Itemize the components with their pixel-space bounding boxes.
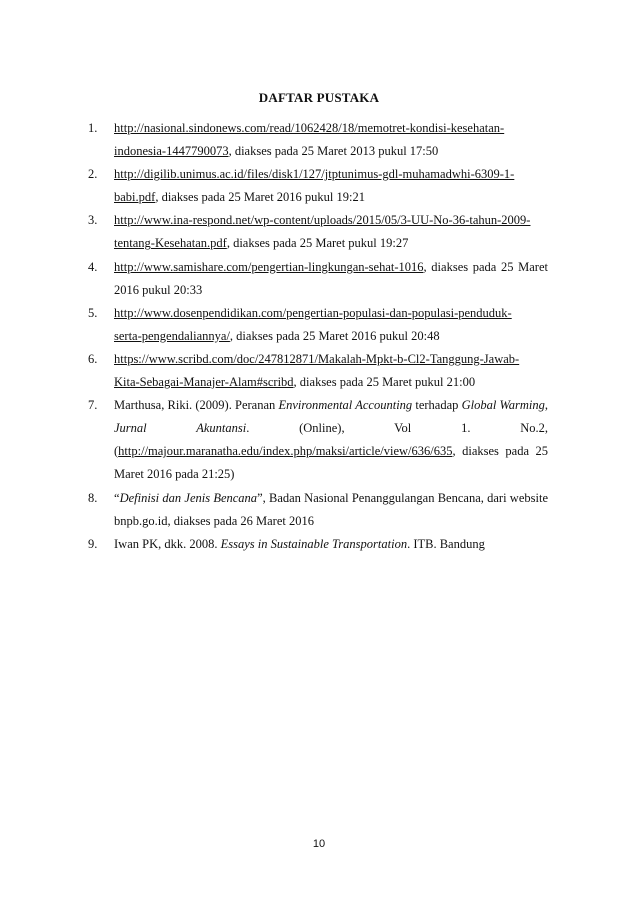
reference-title: Definisi dan Jenis Bencana [119,490,258,505]
reference-link[interactable]: https://www.scribd.com/doc/247812871/Makalah-Mpkt-b-Cl2-Tanggung-Jawab- Kita-Sebagai-Manajer-Alam#scribd [114,351,520,390]
reference-number: 5. [88,305,98,320]
reference-number: 2. [88,167,98,182]
reference-access-note: , diakses pada 25 Maret 2016 pukul 20:33 [114,259,548,297]
page-number: 10 [312,838,326,850]
reference-number: 9. [88,536,98,551]
reference-list [88,117,548,556]
reference-title: Essays in Sustainable Transportation [220,536,408,551]
reference-item-3 [88,209,548,255]
reference-title-continued: Global Warming [461,398,545,413]
reference-number: 6. [88,351,98,366]
reference-number: 1. [88,121,98,135]
reference-item-2 [88,163,548,209]
reference-link[interactable]: http://digilib.unimus.ac.id/files/disk1/127/jtptunimus-gdl-muhamadwhi-6309-1- babi.pdf [114,167,515,205]
reference-link[interactable]: http://www.ina-respond.net/wp-content/uploads/2015/05/3-UU-No-36-tahun-2009- tentang-Kesehatan.pdf [114,213,531,251]
reference-source: ”, Badan Nasional Penanggulangan Bencana, dari website bnpb.go.id, diakses pada 26 Maret 2016 [114,490,548,528]
reference-author: Iwan PK, dkk. 2008. [114,536,221,551]
reference-item-4 [88,256,548,302]
reference-item-1 [88,117,548,163]
reference-access-note: , diakses pada 25 Maret pukul 21:00 [293,375,476,390]
reference-number: 4. [88,259,98,274]
reference-title: Environmental Accounting [278,398,413,413]
reference-access-note: , diakses pada 25 Maret pukul 19:27 [226,236,409,251]
reference-access-note: , diakses pada 25 Maret 2016 pukul 19:21 [155,190,365,205]
reference-publisher: . ITB. Bandung [407,536,485,551]
reference-link[interactable]: http://majour.maranatha.edu/index.php/maksi/article/view/636/635 [118,444,453,459]
reference-link[interactable]: http://www.samishare.com/pengertian-lingkungan-sehat-1016 [114,259,424,274]
reference-access-note: , diakses pada 25 Maret 2016 pukul 20:48 [229,328,440,343]
reference-item-9 [88,533,548,556]
reference-access-note: , diakses pada 25 Maret 2013 pukul 17:50 [228,144,439,159]
reference-item-5 [88,302,548,348]
page-title: DAFTAR PUSTAKA [258,90,380,105]
reference-item-6 [88,348,548,394]
reference-link[interactable]: http://www.dosenpendidikan.com/pengertian-populasi-dan-populasi-penduduk- serta-pengendaliannya/ [114,305,512,343]
reference-author: Marthusa, Riki. (2009). Peranan [114,398,279,413]
reference-link[interactable]: http://nasional.sindonews.com/read/1062428/18/memotret-kondisi-kesehatan- indonesia-1447790073 [114,121,505,159]
reference-item-8: 8. “Definisi dan Jenis Bencana”, Badan Nasional Penanggulangan Bencana, dari website bnpb.go.id, diakses pada 26 Maret 2016 [88,487,548,533]
reference-access-note: , diakses pada 25 Maret 2016 pada 21:25) [114,444,548,482]
reference-number: 3. [88,213,98,228]
reference-number: 8. [88,490,98,505]
reference-number: 7. [88,398,98,413]
reference-item-7: 7. Marthusa, Riki. (2009). Peranan Environmental Accounting terhadap Global Warming, Jurnal Akuntansi. (Online), Vol 1. No.2, (http://majour.maranatha.edu/index.php/maksi/article/view/636/635, diakses pada 25 Maret 2016 pada 21:25) [88,394,548,486]
reference-journal: Jurnal Akuntansi [114,421,247,436]
